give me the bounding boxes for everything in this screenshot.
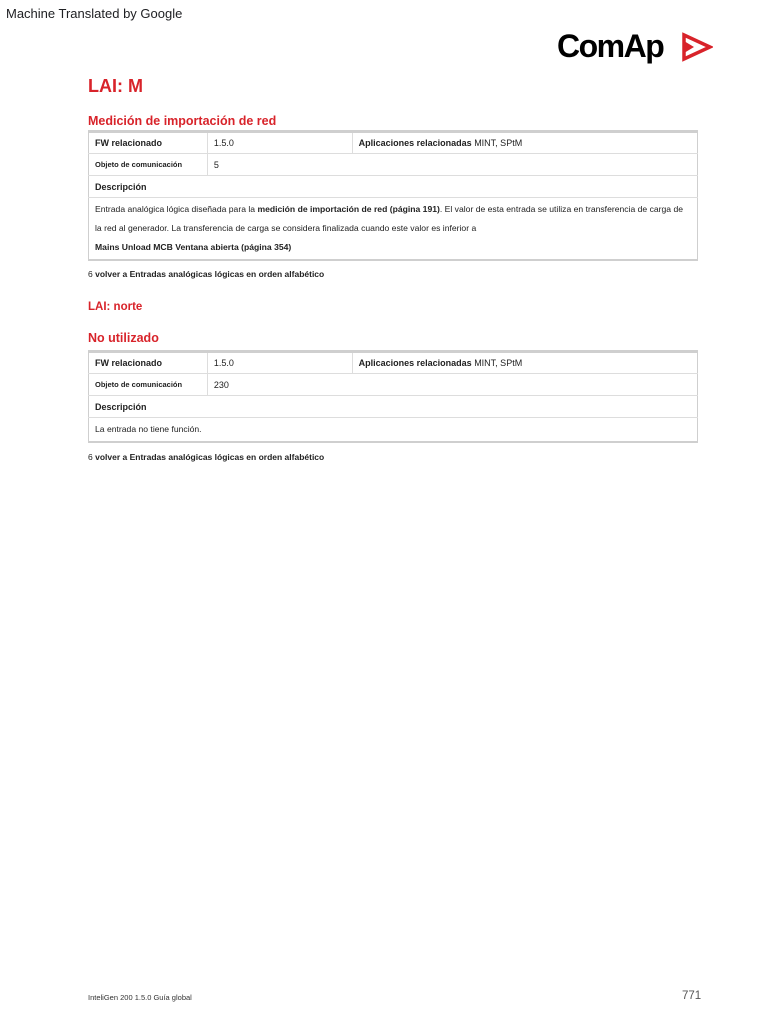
apps-cell	[352, 352, 697, 374]
back-link[interactable]	[88, 452, 324, 462]
apps-cell	[352, 132, 697, 154]
section-heading: Medición de importación de red	[88, 114, 277, 128]
desc-text: . El valor de esta entrada se utiliza en transferencia de carga de la red al generador. La transferencia de carga se considera finalizada cuando este valor es inferior a	[95, 204, 684, 233]
table-row	[89, 132, 698, 154]
table-row	[89, 198, 698, 261]
page-number: 771	[682, 990, 702, 1002]
page-title: LAI: M	[88, 76, 143, 96]
table-row	[89, 352, 698, 374]
table-row	[89, 396, 698, 418]
fw-label: FW relacionado	[89, 352, 208, 374]
info-table	[88, 130, 698, 261]
table-row	[89, 418, 698, 443]
description-text	[89, 198, 698, 261]
back-link-text[interactable]: volver a Entradas analógicas lógicas en orden alfabético	[95, 269, 325, 279]
footer-doc-title: InteliGen 200 1.5.0 Guía global	[88, 993, 192, 1002]
obj-value: 230	[207, 374, 697, 396]
obj-label: Objeto de comunicación	[89, 154, 208, 176]
fw-value: 1.5.0	[207, 132, 352, 154]
table-row	[89, 176, 698, 198]
desc-label: Descripción	[89, 176, 698, 198]
back-number: 6	[88, 452, 93, 462]
obj-value: 5	[207, 154, 697, 176]
apps-label: Aplicaciones relacionadas	[358, 138, 472, 148]
comap-logo	[557, 26, 715, 66]
back-link[interactable]	[88, 269, 324, 279]
desc-link[interactable]: Mains Unload MCB Ventana abierta (página 354)	[95, 242, 292, 252]
apps-value: MINT, SPtM	[474, 138, 523, 148]
fw-value: 1.5.0	[207, 352, 352, 374]
section-title: LAI: norte	[88, 301, 143, 313]
desc-label: Descripción	[89, 396, 698, 418]
logo-text: ComAp	[557, 28, 664, 64]
translation-banner: Machine Translated by Google	[6, 6, 183, 21]
desc-text: Entrada analógica lógica diseñada para la	[95, 204, 258, 214]
back-link-text[interactable]: volver a Entradas analógicas lógicas en orden alfabético	[95, 452, 325, 462]
desc-link[interactable]: medición de importación de red (página 191)	[257, 204, 440, 214]
obj-label: Objeto de comunicación	[89, 374, 208, 396]
info-table	[88, 350, 698, 443]
description-text: La entrada no tiene función.	[89, 418, 698, 443]
logo-arrow-icon	[681, 32, 713, 62]
apps-value: MINT, SPtM	[474, 358, 523, 368]
table-row	[89, 154, 698, 176]
table-row	[89, 374, 698, 396]
section-heading: No utilizado	[88, 331, 159, 345]
fw-label: FW relacionado	[89, 132, 208, 154]
apps-label: Aplicaciones relacionadas	[358, 358, 472, 368]
back-number: 6	[88, 269, 93, 279]
